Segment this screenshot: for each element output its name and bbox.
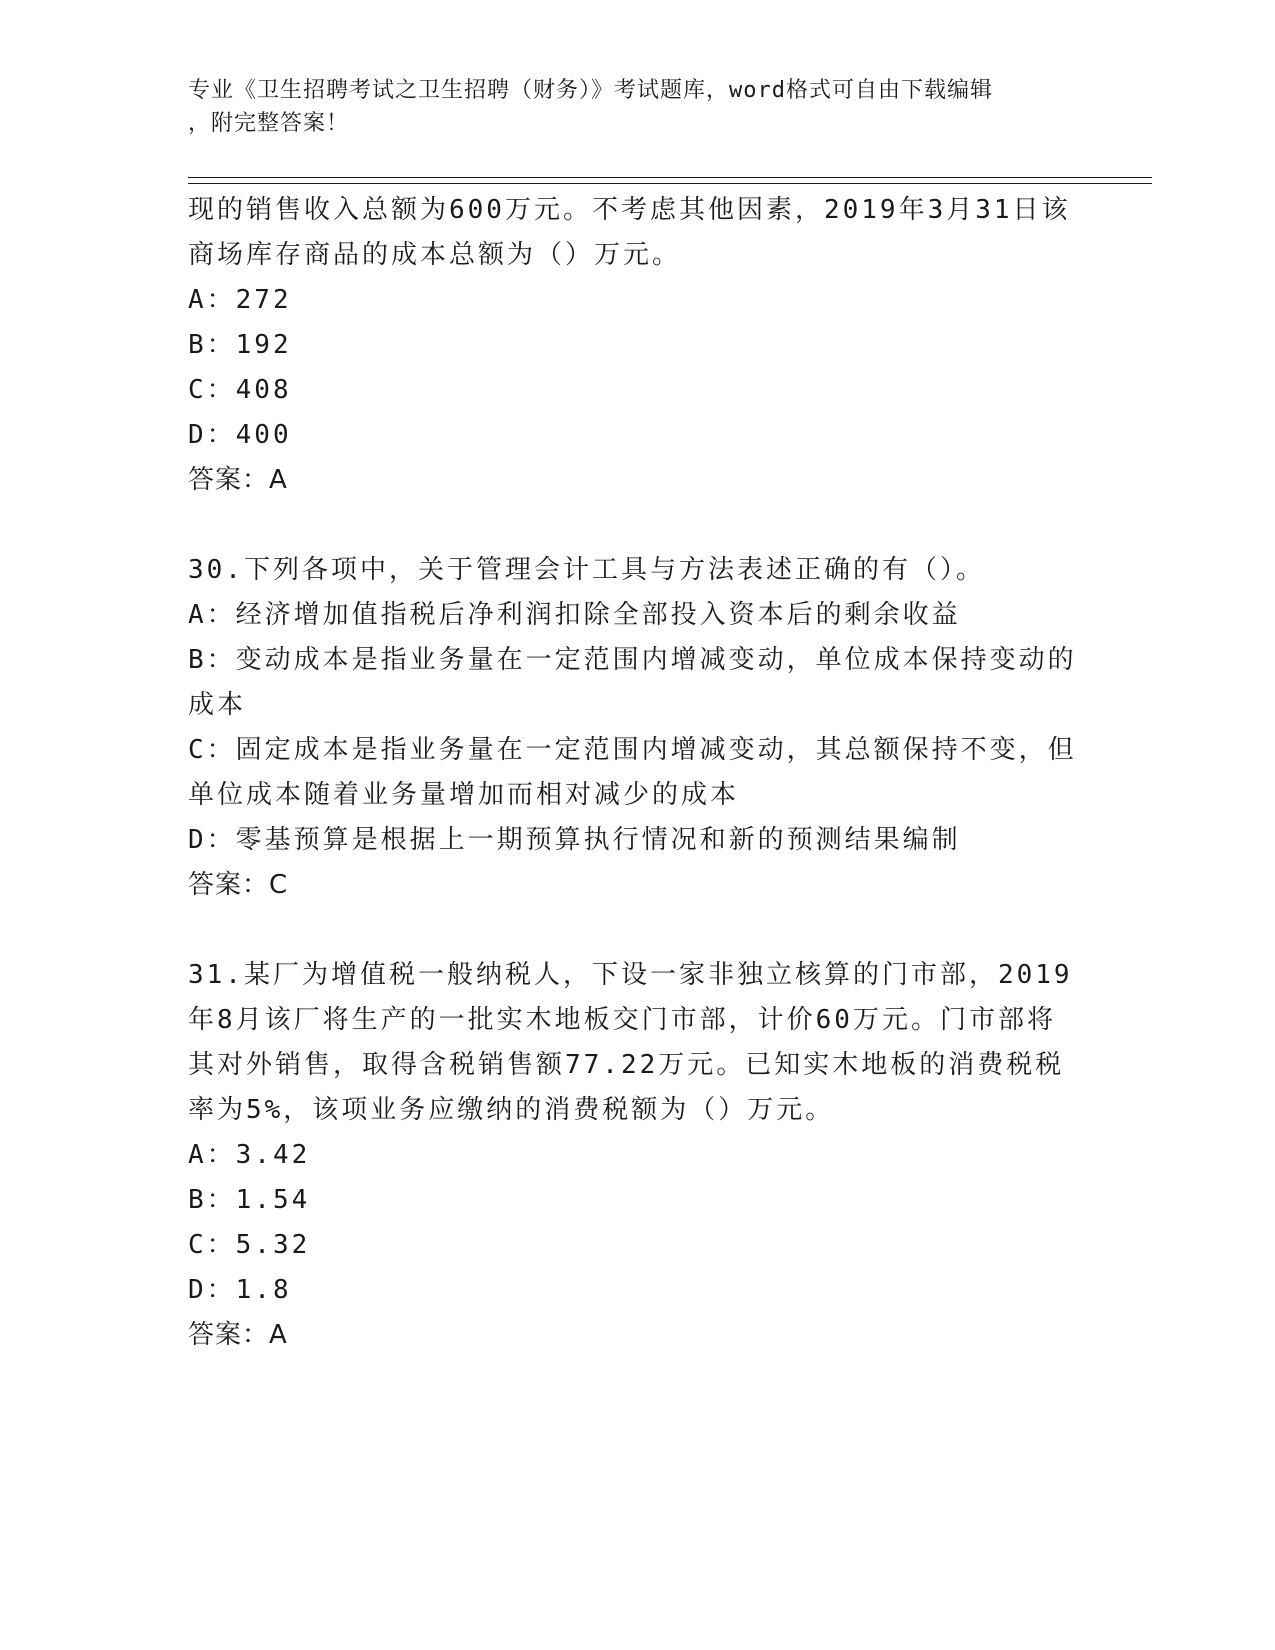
question-text: 其对外销售，取得含税销售额77.22万元。已知实木地板的消费税税: [188, 1050, 1065, 1080]
option-b: B：1.54: [188, 1185, 311, 1215]
document-body: [188, 188, 1088, 1358]
header-divider-bottom: [188, 183, 1152, 184]
option-c: C：5.32: [188, 1230, 311, 1260]
document-header: [188, 74, 1068, 140]
option-a: A：经济增加值指税后净利润扣除全部投入资本后的剩余收益: [188, 600, 961, 630]
question-text: 商场库存商品的成本总额为（）万元。: [188, 240, 682, 270]
option-a: A：272: [188, 285, 292, 315]
answer-line: 答案：C: [188, 870, 289, 900]
question-text: 率为5%，该项业务应缴纳的消费税额为（）万元。: [188, 1095, 835, 1125]
answer-line: 答案：A: [188, 465, 288, 495]
question-text: 31.某厂为增值税一般纳税人，下设一家非独立核算的门市部，2019: [188, 960, 1073, 990]
question-text: 30.下列各项中，关于管理会计工具与方法表述正确的有（）。: [188, 555, 985, 585]
question-29: [188, 188, 1088, 503]
option-b: B：192: [188, 330, 292, 360]
question-30: [188, 548, 1088, 908]
option-b: B：变动成本是指业务量在一定范围内增减变动，单位成本保持变动的: [188, 645, 1077, 675]
question-text: 现的销售收入总额为600万元。不考虑其他因素，2019年3月31日该: [188, 195, 1071, 225]
option-c: C：408: [188, 375, 292, 405]
option-a: A：3.42: [188, 1140, 311, 1170]
header-divider-top: [188, 177, 1152, 178]
question-31: [188, 953, 1088, 1358]
option-c-continued: 单位成本随着业务量增加而相对减少的成本: [188, 780, 740, 810]
answer-line: 答案：A: [188, 1320, 288, 1350]
header-line-1: 专业《卫生招聘考试之卫生招聘（财务）》考试题库，word格式可自由下载编辑: [188, 78, 993, 103]
option-c: C：固定成本是指业务量在一定范围内增减变动，其总额保持不变，但: [188, 735, 1077, 765]
option-d: D：零基预算是根据上一期预算执行情况和新的预测结果编制: [188, 825, 961, 855]
spacer: [188, 503, 1088, 548]
option-d: D：400: [188, 420, 292, 450]
header-line-2: ，附完整答案！: [188, 111, 350, 136]
option-d: D：1.8: [188, 1275, 292, 1305]
question-text: 年8月该厂将生产的一批实木地板交门市部，计价60万元。门市部将: [188, 1005, 1056, 1035]
option-b-continued: 成本: [188, 690, 247, 720]
spacer: [188, 908, 1088, 953]
